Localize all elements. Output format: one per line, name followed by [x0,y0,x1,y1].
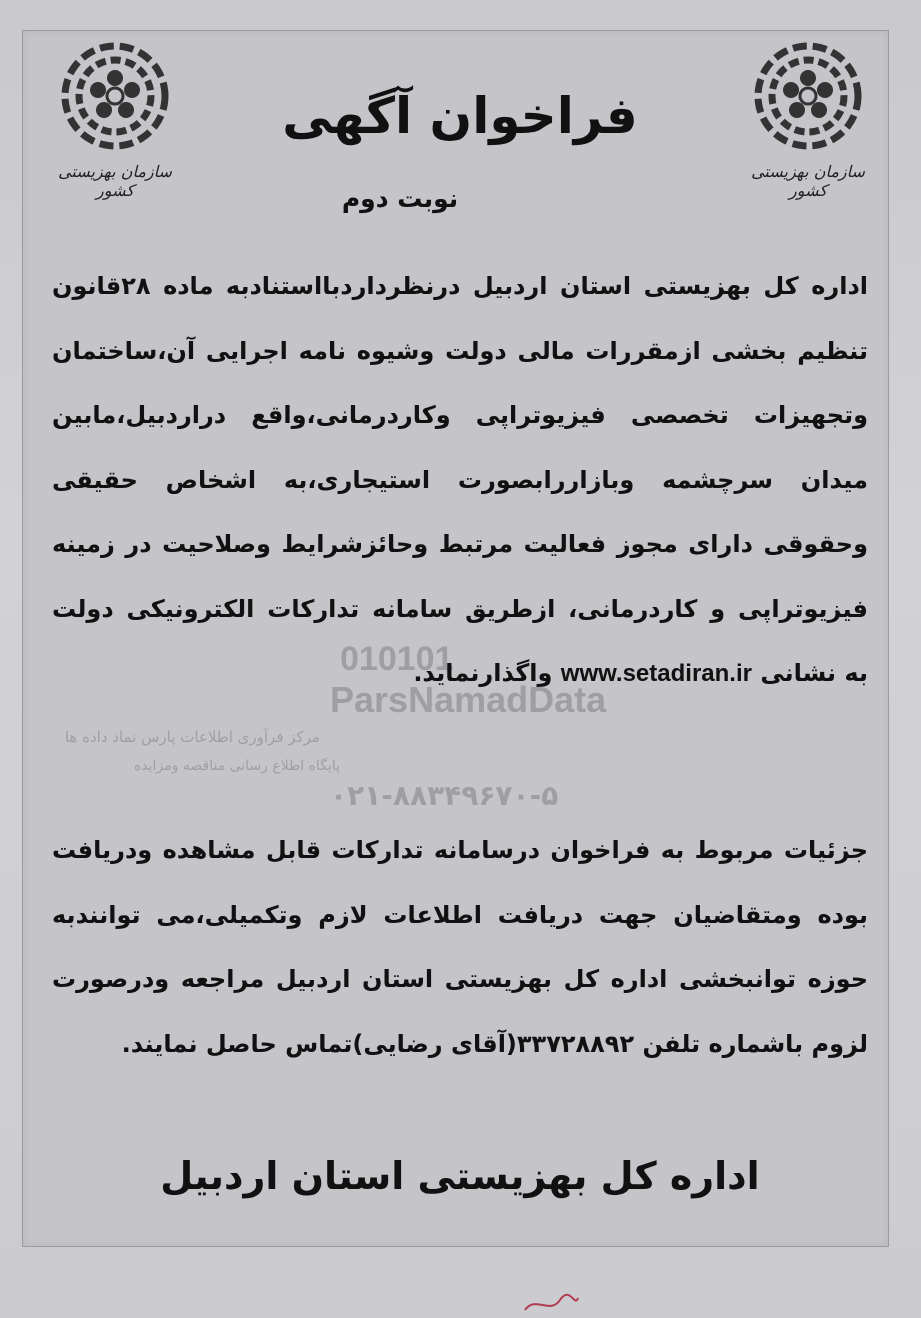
flower-emblem-icon [55,36,175,156]
pen-mark-icon [520,1290,580,1318]
announcement-paragraph-2: جزئیات مربوط به فراخوان درسامانه تدارکات قابل مشاهده ودریافت بوده ومتقاضیان جهت دریافت اطلاعات لازم وتکمیلی،می توانندبه حوزه توانبخشی اداره کل بهزیستی استان اردبیل مراجعه ودرصورت لزوم باشماره تلفن ۳۳۷۲۸۸۹۲(آقای رضایی)تماس حاصل نمایند. [52,836,868,1058]
page-title: فراخوان آگهی [282,87,638,145]
paragraph-1-text: اداره کل بهزیستی استان اردبیل درنظرداردبااستنادبه ماده ۲۸قانون تنظیم بخشی ازمقررات مالی دولت وشیوه نامه اجرایی آن،ساختمان وتجهیزات تخصصی فیزیوتراپی وکاردرمانی،واقع دراردبیل،مابین میدان سرچشمه وبازاررابصورت استیجاری،به اشخاص حقیقی وحقوقی دارای مجوز فعالیت مرتبط وحائزشرایط وصلاحیت در زمینه فیزیوتراپی و کاردرمانی، ازطریق سامانه تدارکات الکترونیکی دولت به نشانی [52,272,868,687]
watermark-brand: ParsNamadData [330,679,607,720]
announcement-paragraph-1 [52,254,868,707]
flower-emblem-icon [748,36,868,156]
paragraph-1-ending: واگذارنماید. [413,659,553,687]
watermark-digits: 010101 [340,640,454,678]
page-subtitle: نوبت دوم [341,184,459,213]
watermark-tagline: مرکز فرآوری اطلاعات پارس نماد داده ها [64,728,320,746]
issuing-organization: اداره کل بهزیستی استان اردبیل [160,1154,760,1198]
logo-caption: سازمان بهزیستی کشور [58,162,172,200]
logo-caption: سازمان بهزیستی کشور [751,162,865,200]
welfare-logo-right [733,36,883,216]
website-link[interactable]: www.setadiran.ir [560,660,752,687]
watermark-phone: ۰۲۱-۸۸۳۴۹۶۷۰-۵ [330,779,559,812]
welfare-logo-left [40,36,190,216]
watermark-portal: پایگاه اطلاع رسانی مناقصه ومزایده [133,758,340,774]
